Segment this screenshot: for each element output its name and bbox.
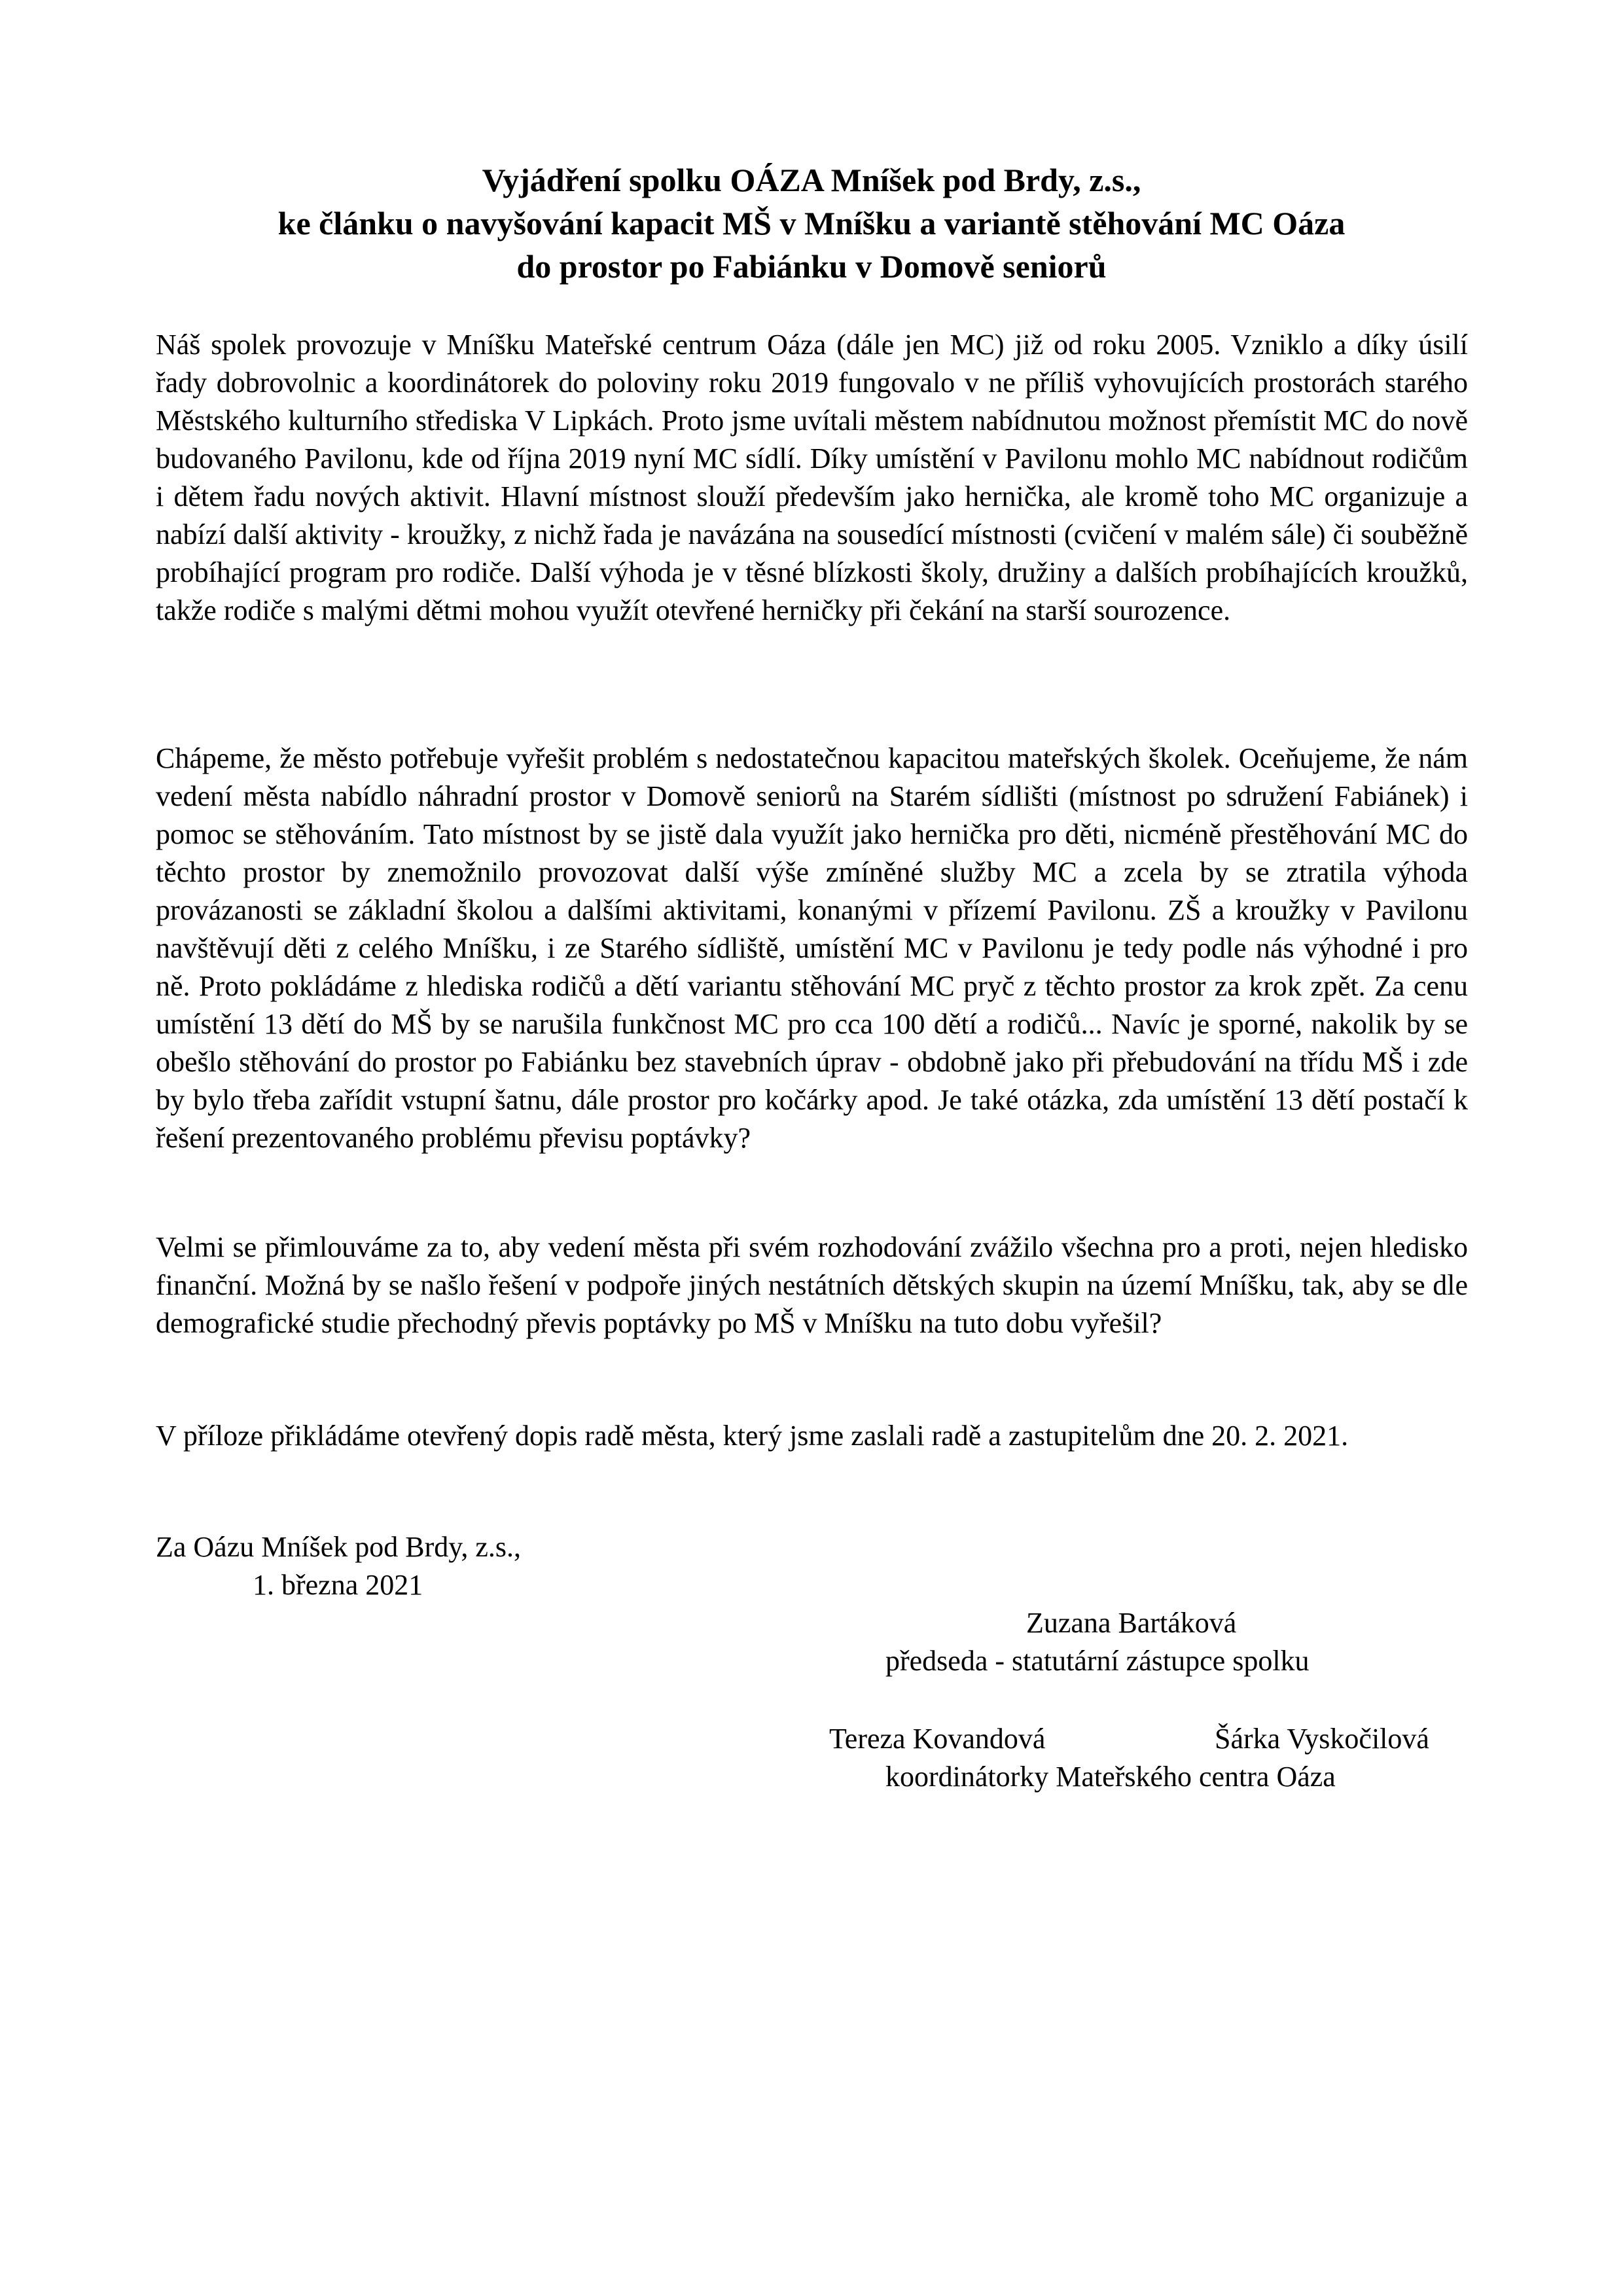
coordinators-role: koordinátorky Mateřského centra Oáza	[885, 1761, 1336, 1793]
chair-name: Zuzana Bartáková	[1026, 1607, 1237, 1639]
chair-role: předseda - statutární zástupce spolku	[885, 1645, 1310, 1677]
paragraph-3	[156, 1229, 1468, 1342]
signature-organization: Za Oázu Mníšek pod Brdy, z.s.,	[156, 1531, 522, 1563]
title-line-1: Vyjádření spolku OÁZA Mníšek pod Brdy, z.s.,	[482, 162, 1141, 198]
paragraph-2	[156, 740, 1468, 1157]
paragraph-4-text: V příloze přikládáme otevřený dopis radě města, který jsme zaslali radě a zastupitelům dne 20. 2. 2021.	[156, 1420, 1349, 1452]
paragraph-4	[156, 1417, 1468, 1455]
title-line-3: do prostor po Fabiánku v Domově seniorů	[516, 248, 1107, 285]
coordinator-1-name: Tereza Kovandová	[829, 1723, 1046, 1755]
paragraph-1-text: Náš spolek provozuje v Mníšku Mateřské centrum Oáza (dále jen MC) již od roku 2005. Vzniklo a díky úsilí řady dobrovolnic a koordinátorek do poloviny roku 2019 fungovalo v ne příliš vyhovujících prostorách starého Městského kulturního střediska V Lipkách. Proto jsme uvítali městem nabídnutou možnost přemístit MC do nově budovaného Pavilonu, kde od října 2019 nyní MC sídlí. Díky umístění v Pavilonu mohlo MC nabídnout rodičům i dětem řadu nových aktivit. Hlavní místnost slouží především jako hernička, ale kromě toho MC organizuje a nabízí další aktivity - kroužky, z nichž řada je navázána na sousedící místnosti (cvičení v malém sále) či souběžně probíhající program pro rodiče. Další výhoda je v těsné blízkosti školy, družiny a dalších probíhajících kroužků, takže rodiče s malými dětmi mohou využít otevřené herničky při čekání na starší sourozence.	[156, 329, 1468, 626]
document-title	[0, 158, 1623, 288]
signature-date: 1. března 2021	[253, 1569, 423, 1601]
title-line-2: ke článku o navyšování kapacit MŠ v Mníšku a variantě stěhování MC Oáza	[277, 205, 1346, 242]
paragraph-2-text: Chápeme, že město potřebuje vyřešit problém s nedostatečnou kapacitou mateřských školek. Oceňujeme, že nám vedení města nabídlo náhradní prostor v Domově seniorů na Starém sídlišti (místnost po sdružení Fabiánek) i pomoc se stěhováním. Tato místnost by se jistě dala využít jako hernička pro děti, nicméně přestěhování MC do těchto prostor by znemožnilo provozovat další výše zmíněné služby MC a zcela by se ztratila výhoda provázanosti se základní školou a dalšími aktivitami, konanými v přízemí Pavilonu. ZŠ a kroužky v Pavilonu navštěvují děti z celého Mníšku, i ze Starého sídliště, umístění MC v Pavilonu je tedy podle nás výhodné i pro ně. Proto pokládáme z hlediska rodičů a dětí variantu stěhování MC pryč z těchto prostor za krok zpět. Za cenu umístění 13 dětí do MŠ by se narušila funkčnost MC pro cca 100 dětí a rodičů... Navíc je sporné, nakolik by se obešlo stěhování do prostor po Fabiánku bez stavebních úprav - obdobně jako při přebudování na třídu MŠ i zde by bylo třeba zařídit vstupní šatnu, dále prostor pro kočárky apod. Je také otázka, zda umístění 13 dětí postačí k řešení prezentovaného problému převisu poptávky?	[156, 742, 1468, 1154]
paragraph-3-text: Velmi se přimlouváme za to, aby vedení města při svém rozhodování zvážilo všechna pro a proti, nejen hledisko finanční. Možná by se našlo řešení v podpoře jiných nestátních dětských skupin na území Mníšku, tak, aby se dle demografické studie přechodný převis poptávky po MŠ v Mníšku na tuto dobu vyřešil?	[156, 1231, 1468, 1339]
paragraph-1	[156, 326, 1468, 630]
coordinator-2-name: Šárka Vyskočilová	[1215, 1723, 1429, 1755]
